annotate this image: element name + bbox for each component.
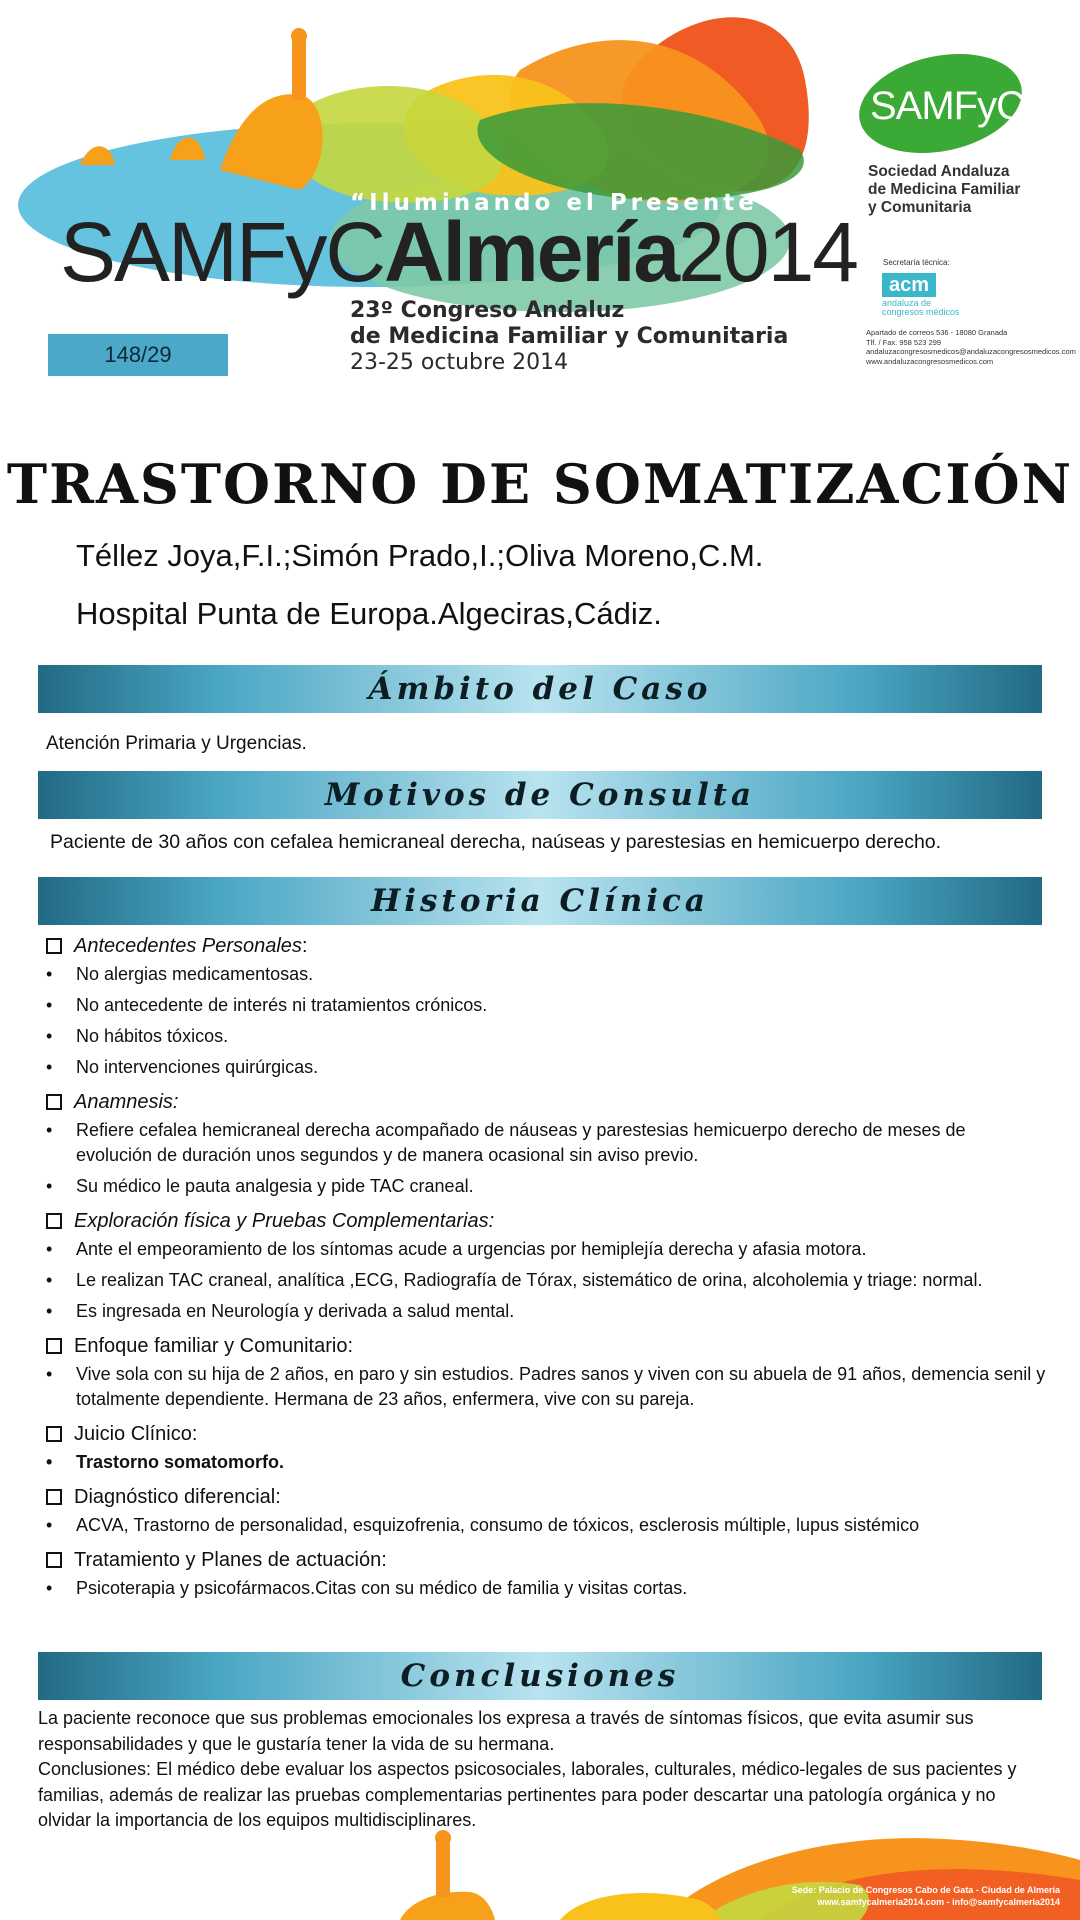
logo-text: SAMFyC [870,84,1024,128]
acm-logo [882,273,960,317]
poster-title: TRASTORNO DE SOMATIZACIÓN [6,452,1074,516]
tratamiento-list [46,1576,1046,1601]
society-line-1: Sociedad Andaluza [868,163,1010,180]
list-item: • Su médico le pauta analgesia y pide TAC craneal. [46,1174,1046,1199]
secretaria-label: Secretaría técnica: [883,258,950,267]
header-banner [0,0,1080,390]
contact-line: andaluzacongresosmedicos@andaluzacongresosmedicos.com [866,347,1076,356]
checkbox-bullet-icon [46,1552,62,1568]
slogan: “Iluminando el Presente” [350,190,777,216]
section-title: Conclusiones [400,1658,680,1694]
society-name [868,163,1020,217]
subsection-label: Enfoque familiar y Comunitario: [74,1334,354,1357]
checkbox-bullet-icon [46,1489,62,1505]
venue-line-1: Sede: Palacio de Congresos Cabo de Gata - Ciudad de Almería [791,1885,1060,1895]
list-item: • Psicoterapia y psicofármacos.Citas con su médico de familia y visitas cortas. [46,1576,1046,1601]
congress-dates: 23-25 octubre 2014 [350,350,569,375]
conclusion-paragraph-2: Conclusiones: El médico debe evaluar los aspectos psicosociales, laborales, culturales, médico-legales de sus pacientes y familias, además de realizar las pruebas complementarias pertinentes para poder descartar una patología orgánica y no olvidar la importancia de los equipos multidisciplinares. [38,1759,1017,1830]
venue-info [792,1884,1060,1908]
poster-code: 148/29 [104,342,172,367]
subsection-label: Diagnóstico diferencial: [74,1485,281,1508]
section-title: Historia Clínica [370,883,709,919]
subsection-juicio [46,1418,1046,1450]
contact-line: Apartado de correos 536 - 18080 Granada [866,328,1008,337]
list-item: • Vive sola con su hija de 2 años, en paro y sin estudios. Padres sanos y viven con su abuela de 91 años, demencia senil y totalmente dependiente. Hermana de 23 años, enfermera, vive con su pareja. [46,1362,1046,1412]
acm-logo-text: acm [882,273,936,297]
checkbox-bullet-icon [46,1094,62,1110]
conclusion-paragraph-1: La paciente reconoce que sus problemas emocionales los expresa a través de síntomas físicos, que evita asumir sus responsabilidades y que le gustaría tener la vida de su hermana. [38,1708,974,1754]
hospital: Hospital Punta de Europa.Algeciras,Cádiz. [76,596,662,631]
section-title: Ámbito del Caso [368,671,712,707]
checkbox-bullet-icon [46,938,62,954]
list-item: • No alergias medicamentosas. [46,962,1046,987]
ambito-text: Atención Primaria y Urgencias. [46,733,307,754]
acm-logo-sub: andaluza de congresos médicos [882,298,960,317]
list-item: • Es ingresada en Neurología y derivada a salud mental. [46,1299,1046,1324]
list-item: • Le realizan TAC craneal, analítica ,ECG, Radiografía de Tórax, sistemático de orina, alcoholemia y triage: normal. [46,1268,1046,1293]
authors: Téllez Joya,F.I.;Simón Prado,I.;Oliva Moreno,C.M. [76,538,764,573]
samfyc-logo [858,56,1023,151]
list-item: • Refiere cefalea hemicraneal derecha acompañado de náuseas y parestesias hemicuerpo derecho de meses de evolución de duración unos segundos y de manera ocasional sin aviso previo. [46,1118,1046,1168]
checkbox-bullet-icon [46,1338,62,1354]
list-item: • Ante el empeoramiento de los síntomas acude a urgencias por hemiplejía derecha y afasia motora. [46,1237,1046,1262]
subsection-antecedentes [46,930,1046,962]
contact-info [866,328,1076,366]
enfoque-list [46,1362,1046,1412]
subsection-label: Juicio Clínico: [74,1422,198,1445]
subsection-exploracion [46,1205,1046,1237]
subsection-enfoque [46,1330,1046,1362]
conclusions-text [38,1706,1038,1834]
juicio-list [46,1450,1046,1475]
section-header-conclusiones [38,1652,1042,1700]
subsection-label: Antecedentes Personales [74,934,302,957]
congress-line-2: de Medicina Familiar y Comunitaria [350,324,789,349]
list-item: • ACVA, Trastorno de personalidad, esquizofrenia, consumo de tóxicos, esclerosis múltiple, lupus sistémico [46,1513,1046,1538]
congress-line-1: 23º Congreso Andaluz [350,298,625,323]
clinical-history [46,930,1046,1607]
subsection-diferencial [46,1481,1046,1513]
brand-year: 2014 [678,205,858,299]
list-item: • No hábitos tóxicos. [46,1024,1046,1049]
subsection-label: Tratamiento y Planes de actuación: [74,1548,387,1571]
diferencial-list [46,1513,1046,1538]
subsection-label-suffix: : [301,934,308,957]
society-line-2: de Medicina Familiar [868,181,1021,198]
brand-almeria: Almería [384,205,679,299]
contact-line: Tlf. / Fax. 958 523 299 [866,337,942,347]
list-item: • Trastorno somatomorfo. [46,1450,1046,1475]
subsection-label: Anamnesis: [74,1090,179,1113]
poster-code-badge [48,334,228,376]
motivos-text: Paciente de 30 años con cefalea hemicraneal derecha, naúseas y parestesias en hemicuerpo derecho. [50,831,942,853]
antecedentes-list [46,962,1046,1080]
congress-info [350,298,788,376]
congress-brand [60,205,858,299]
society-line-3: y Comunitaria [868,199,972,216]
section-header-ambito [38,665,1042,713]
section-header-historia [38,877,1042,925]
section-header-motivos [38,771,1042,819]
checkbox-bullet-icon [46,1213,62,1229]
subsection-label: Exploración física y Pruebas Complementarias: [74,1209,495,1232]
exploracion-list [46,1237,1046,1324]
subsection-anamnesis [46,1086,1046,1118]
contact-line: www.andaluzacongresosmedicos.com [866,356,994,366]
checkbox-bullet-icon [46,1426,62,1442]
anamnesis-list [46,1118,1046,1199]
section-title: Motivos de Consulta [324,777,756,813]
subsection-tratamiento [46,1544,1046,1576]
venue-line-2: www.samfycalmeria2014.com - info@samfycalmeria2014 [817,1897,1060,1907]
list-item: • No antecedente de interés ni tratamientos crónicos. [46,993,1046,1018]
brand-samfyc: SAMFyC [60,205,384,299]
list-item: • No intervenciones quirúrgicas. [46,1055,1046,1080]
